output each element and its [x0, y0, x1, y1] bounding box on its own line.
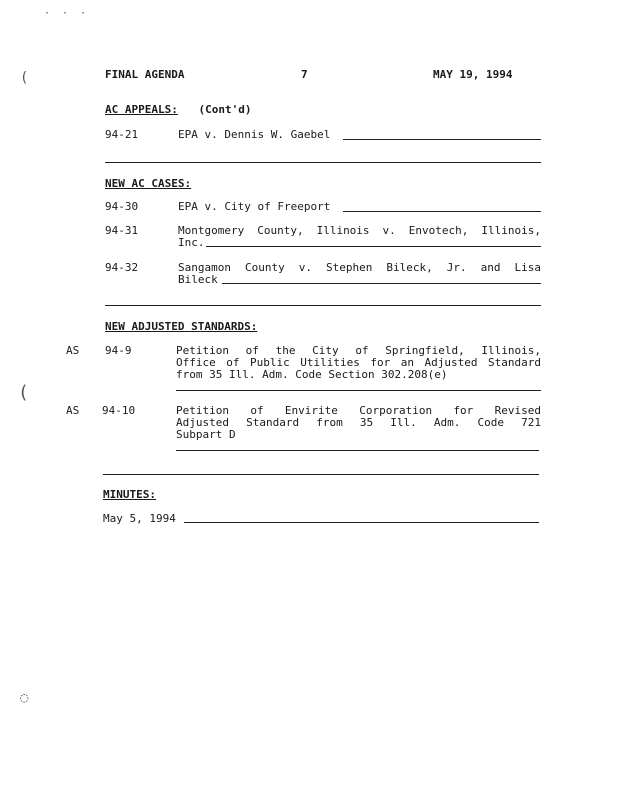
case-title-cont: Office of Public Utilities for an Adjusted Standard: [176, 356, 541, 369]
section-divider: [105, 305, 541, 306]
new-ac-cases-heading: NEW AC CASES:: [105, 177, 192, 190]
case-title-cont: Inc.: [178, 236, 205, 249]
case-title: Montgomery County, Illinois v. Envotech, Illinois,: [178, 224, 541, 237]
signature-line: [206, 246, 541, 247]
punch-mark: ◌: [20, 690, 29, 706]
page-number: 7: [301, 68, 308, 81]
case-number: 94-30: [105, 200, 139, 213]
as-prefix: AS: [66, 344, 80, 357]
signature-line: [343, 211, 541, 212]
minutes-date: May 5, 1994: [103, 512, 176, 525]
case-title-cont: Bileck: [178, 273, 218, 286]
ac-appeals-heading: AC APPEALS:: [105, 103, 178, 116]
case-number: 94-21: [105, 128, 139, 141]
signature-line: [176, 390, 541, 391]
case-title-cont: Subpart D: [176, 428, 236, 441]
case-title: EPA v. Dennis W. Gaebel: [178, 128, 331, 141]
new-adjusted-standards-heading: NEW ADJUSTED STANDARDS:: [105, 320, 258, 333]
header-title: FINAL AGENDA: [105, 68, 185, 81]
case-number: 94-10: [102, 404, 136, 417]
signature-line: [184, 522, 539, 523]
signature-line: [222, 283, 541, 284]
cont-label: (Cont'd): [198, 103, 252, 116]
section-divider: [105, 162, 541, 163]
case-title: Sangamon County v. Stephen Bileck, Jr. and Lisa: [178, 261, 541, 274]
punch-mark: (: [18, 382, 29, 403]
header-date: MAY 19, 1994: [433, 68, 513, 81]
section-divider: [103, 474, 539, 475]
case-title: Petition of Envirite Corporation for Revised: [176, 404, 541, 417]
case-title-cont: Adjusted Standard from 35 Ill. Adm. Code 721: [176, 416, 541, 429]
case-title: Petition of the City of Springfield, Illinois,: [176, 344, 541, 357]
punch-mark: (: [20, 70, 29, 86]
as-prefix: AS: [66, 404, 80, 417]
minutes-heading: MINUTES:: [103, 488, 156, 501]
signature-line: [176, 450, 539, 451]
ac-appeals-heading-row: [105, 103, 251, 116]
scan-speck: · · ·: [44, 8, 87, 19]
case-number: 94-32: [105, 261, 139, 274]
case-title-cont: from 35 Ill. Adm. Code Section 302.208(e): [176, 368, 448, 381]
case-number: 94-31: [105, 224, 139, 237]
case-number: 94-9: [105, 344, 132, 357]
case-title: EPA v. City of Freeport: [178, 200, 331, 213]
signature-line: [343, 139, 541, 140]
